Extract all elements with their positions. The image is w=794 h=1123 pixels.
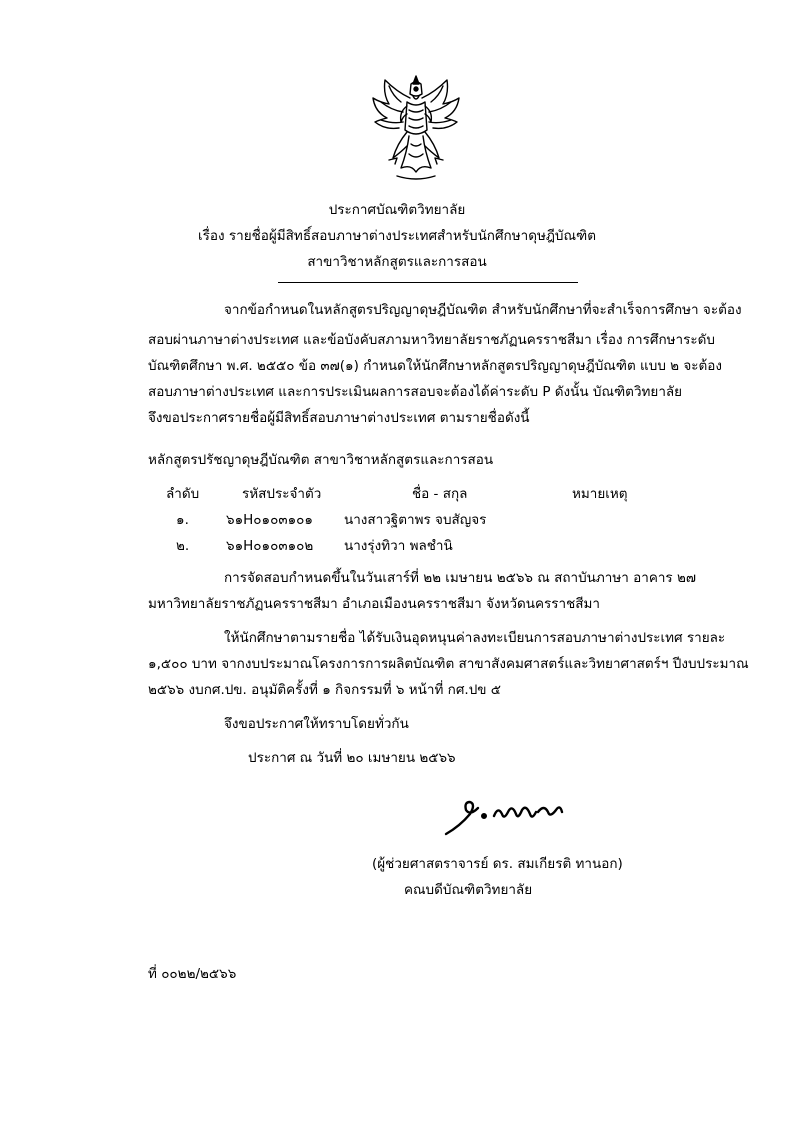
row-name: นางสาวฐิตาพร จบสัญจร	[344, 512, 487, 528]
header-divider	[278, 282, 578, 283]
paragraph-line: ให้นักศึกษาตามรายชื่อ ได้รับเงินอุดหนุนค่าลงทะเบียนการสอบภาษาต่างประเทศ รายละ	[224, 630, 726, 646]
row-student-id: ๖๑H๐๑๐๓๑๐๒	[226, 538, 314, 554]
paragraph-line: การจัดสอบกำหนดขึ้นในวันเสาร์ที่ ๒๒ เมษายน ๒๕๖๖ ณ สถาบันภาษา อาคาร ๒๗	[224, 570, 697, 586]
document-number: ที่ ๐๐๒๒/๒๕๖๖	[148, 966, 237, 982]
table-header-student-id: รหัสประจำตัว	[242, 486, 322, 502]
signatory-position: คณบดีบัณฑิตวิทยาลัย	[404, 882, 533, 898]
closing-statement: จึงขอประกาศให้ทราบโดยทั่วกัน	[224, 716, 409, 732]
table-header-order: ลำดับ	[166, 486, 200, 502]
document-program: สาขาวิชาหลักสูตรและการสอน	[307, 254, 487, 270]
paragraph-line: สอบผ่านภาษาต่างประเทศ และข้อบังคับสภามหาวิทยาลัยราชภัฏนครราชสีมา เรื่อง การศึกษาระดับ	[148, 332, 715, 348]
row-student-id: ๖๑H๐๑๐๓๑๐๑	[226, 512, 313, 528]
announcement-date: ประกาศ ณ วันที่ ๒๐ เมษายน ๒๕๖๖	[248, 750, 456, 766]
paragraph-line: มหาวิทยาลัยราชภัฏนครราชสีมา อำเภอเมืองนครราชสีมา จังหวัดนครราชสีมา	[148, 596, 601, 612]
paragraph-line: ๒๕๖๖ งบกศ.ปข. อนุมัติครั้งที่ ๑ กิจกรรมที่ ๖ หน้าที่ กศ.ปข ๕	[148, 682, 501, 698]
paragraph-line: ๑,๕๐๐ บาท จากงบประมาณโครงการการผลิตบัณฑิต สาขาสังคมศาสตร์และวิทยาศาสตร์ฯ ปีงบประมาณ	[148, 656, 749, 672]
paragraph-line: จึงขอประกาศรายชื่อผู้มีสิทธิ์สอบภาษาต่างประเทศ ตามรายชื่อดังนี้	[148, 410, 530, 426]
paragraph-line: จากข้อกำหนดในหลักสูตรปริญญาดุษฎีบัณฑิต สำหรับนักศึกษาที่จะสำเร็จการศึกษา จะต้อง	[224, 302, 742, 318]
row-name: นางรุ่งทิวา พลชำนิ	[344, 538, 453, 554]
handwritten-signature	[440, 790, 570, 840]
program-heading: หลักสูตรปรัชญาดุษฎีบัณฑิต สาขาวิชาหลักสูตรและการสอน	[148, 452, 494, 468]
table-header-remark: หมายเหตุ	[572, 486, 628, 502]
row-order: ๒.	[176, 538, 190, 554]
row-order: ๑.	[176, 512, 189, 528]
signatory-name: (ผู้ช่วยศาสตราจารย์ ดร. สมเกียรติ ทานอก)	[372, 856, 623, 872]
garuda-emblem-icon	[367, 72, 465, 186]
table-header-name: ชื่อ - สกุล	[412, 486, 468, 502]
document-issuer: ประกาศบัณฑิตวิทยาลัย	[328, 202, 466, 218]
document-subject: เรื่อง รายชื่อผู้มีสิทธิ์สอบภาษาต่างประเทศสำหรับนักศึกษาดุษฎีบัณฑิต	[198, 228, 596, 244]
paragraph-line: บัณฑิตศึกษา พ.ศ. ๒๕๕๐ ข้อ ๓๗(๑) กำหนดให้นักศึกษาหลักสูตรปริญญาดุษฎีบัณฑิต แบบ ๒ จะต้อง	[148, 358, 723, 374]
paragraph-line: สอบภาษาต่างประเทศ และการประเมินผลการสอบจะต้องได้ค่าระดับ P ดังนั้น บัณฑิตวิทยาลัย	[148, 384, 683, 400]
